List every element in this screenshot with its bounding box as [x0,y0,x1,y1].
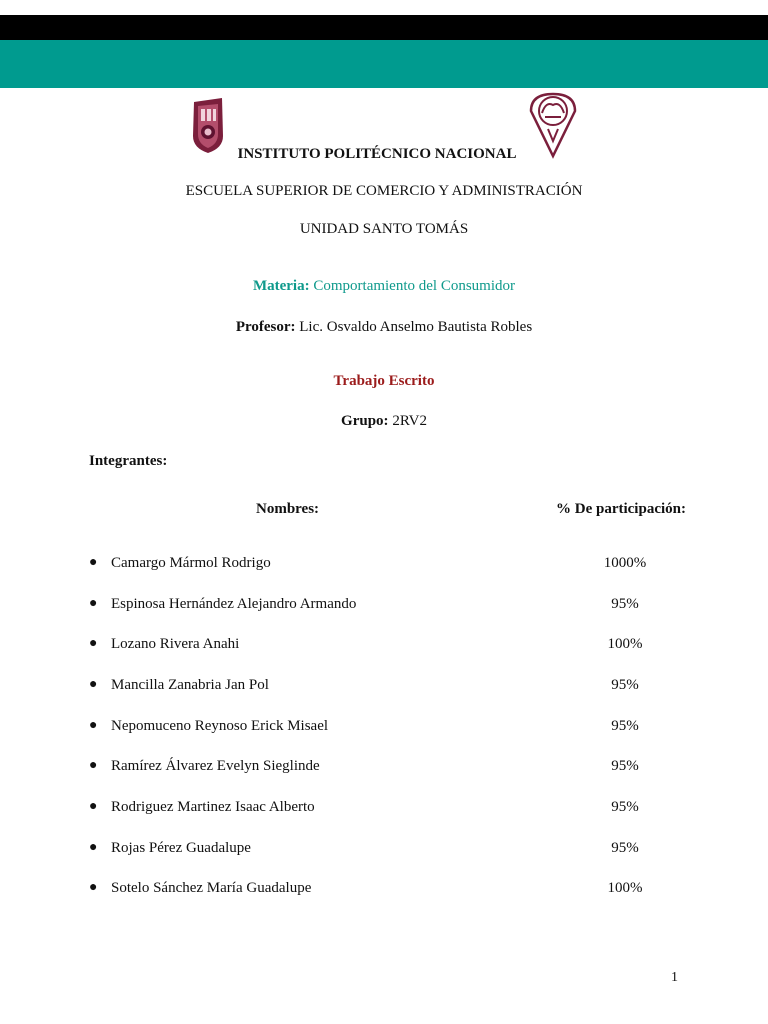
bullet-icon: ● [89,758,98,773]
member-participation: 95% [611,596,639,612]
professor-value: Lic. Osvaldo Anselmo Bautista Robles [299,319,533,335]
member-name: Rojas Pérez Guadalupe [111,840,251,856]
bullet-icon: ● [89,636,98,651]
bullet-icon: ● [89,840,98,855]
member-row [0,758,768,778]
member-name: Mancilla Zanabria Jan Pol [111,677,269,693]
member-row [0,880,768,900]
member-name: Nepomuceno Reynoso Erick Misael [111,718,329,734]
member-participation: 95% [611,758,639,774]
unit-name: UNIDAD SANTO TOMÁS [299,221,469,237]
page-number: 1 [671,970,678,985]
professor-line [0,318,768,336]
member-participation: 95% [611,799,639,815]
bullet-icon: ● [89,677,98,692]
member-row [0,555,768,575]
bullet-icon: ● [89,799,98,814]
member-name: Sotelo Sánchez María Guadalupe [111,880,312,896]
member-name: Camargo Mármol Rodrigo [111,555,271,571]
member-row [0,799,768,819]
subject-label: Materia: [252,278,310,294]
member-row [0,677,768,697]
member-name: Lozano Rivera Anahi [111,636,240,652]
member-row [0,840,768,860]
member-row [0,636,768,656]
bullet-icon: ● [89,555,98,570]
bullet-icon: ● [89,596,98,611]
group-line [0,412,768,430]
member-participation: 100% [607,636,643,652]
members-heading: Integrantes: [89,453,168,469]
group-value: 2RV2 [392,413,427,429]
member-participation: 95% [611,718,639,734]
bullet-icon: ● [89,880,98,895]
member-participation: 1000% [603,555,647,571]
school-name: ESCUELA SUPERIOR DE COMERCIO Y ADMINISTRACIÓN [185,183,583,199]
bullet-icon: ● [89,718,98,733]
header-black-bar [0,15,768,40]
member-participation: 95% [611,677,639,693]
names-column-header: Nombres: [256,501,320,517]
member-name: Rodriguez Martinez Isaac Alberto [111,799,315,815]
member-participation: 100% [607,880,643,896]
member-row [0,596,768,616]
member-participation: 95% [611,840,639,856]
member-name: Espinosa Hernández Alejandro Armando [111,596,357,612]
header-teal-bar [0,40,768,88]
member-row [0,718,768,738]
work-type: Trabajo Escrito [333,373,435,389]
member-name: Ramírez Álvarez Evelyn Sieglinde [111,758,320,774]
professor-label: Profesor: [235,319,296,335]
institution-name: INSTITUTO POLITÉCNICO NACIONAL [237,146,517,162]
subject-line [0,277,768,295]
group-label: Grupo: [341,413,389,429]
subject-value: Comportamiento del Consumidor [313,278,516,294]
participation-column-header: % De participación: [556,501,686,517]
